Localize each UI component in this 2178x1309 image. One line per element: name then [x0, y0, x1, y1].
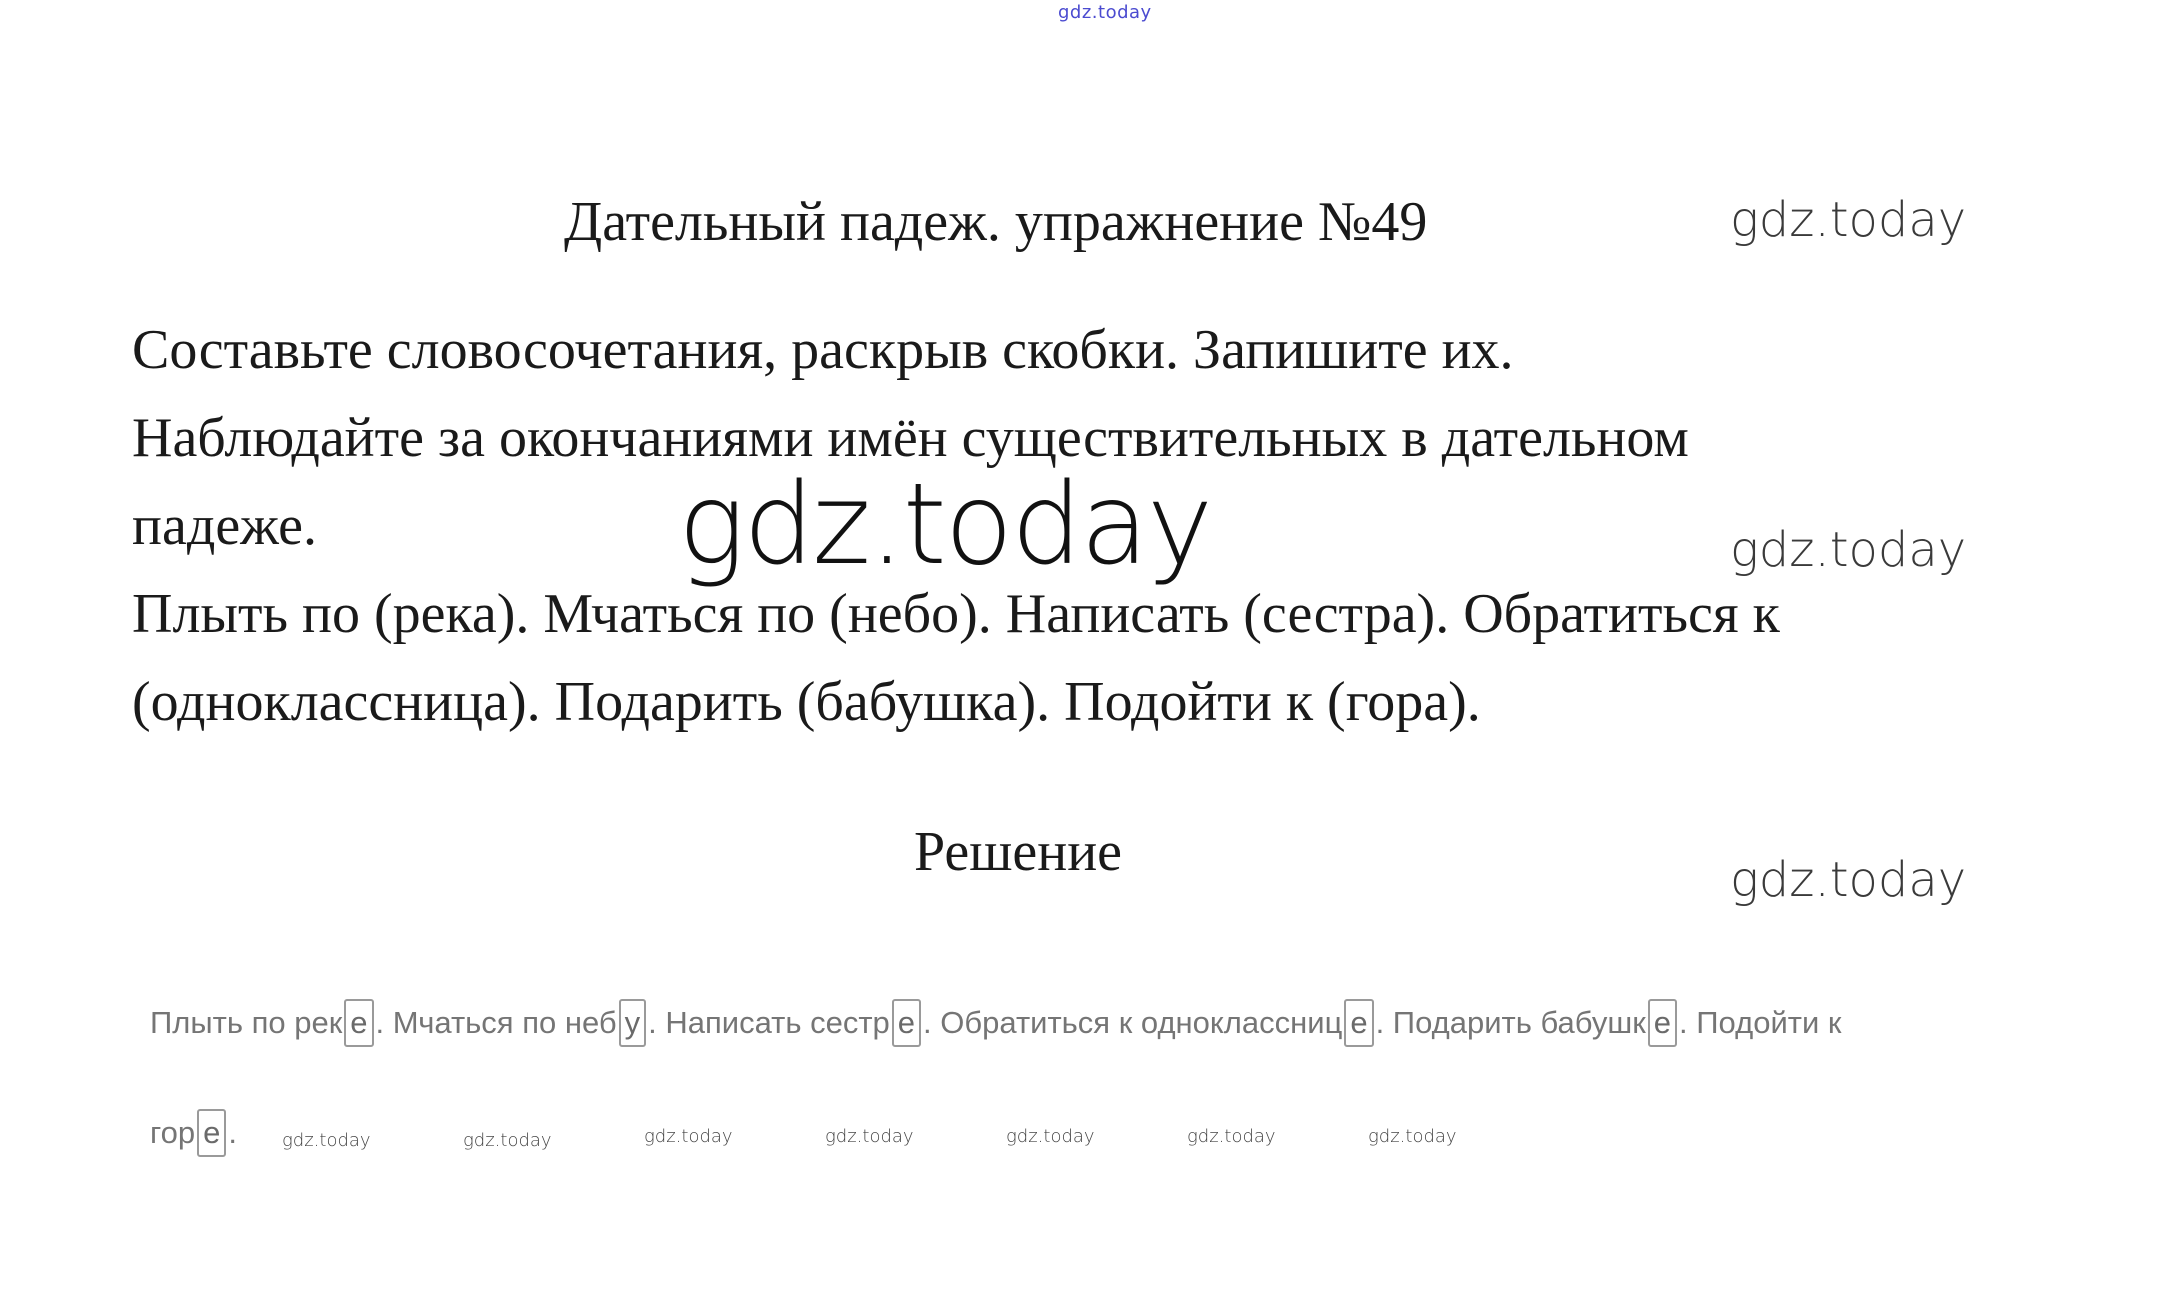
- task-line-5: (одноклассница). Подарить (бабушка). Подойти к (гора).: [132, 671, 1481, 733]
- answer-line-1: [150, 999, 1841, 1047]
- task-line-4: Плыть по (река). Мчаться по (небо). Написать (сестра). Обратиться к: [132, 583, 1780, 645]
- watermark-right-2: gdz.today: [1730, 522, 1967, 578]
- answer-ending-box: у: [619, 999, 647, 1047]
- answer-fragment: Плыть по рек: [150, 1005, 343, 1040]
- answer-ending-box: е: [1344, 999, 1373, 1047]
- answer-ending-box: е: [1648, 999, 1677, 1047]
- answer-ending-box: е: [344, 999, 373, 1047]
- watermark-small: gdz.today: [1006, 1126, 1095, 1147]
- watermark-right-3: gdz.today: [1730, 852, 1967, 908]
- watermark-small: gdz.today: [282, 1130, 371, 1151]
- answer-line-2: [150, 1109, 237, 1157]
- solution-heading: Решение: [914, 821, 1123, 883]
- answer-fragment: .: [228, 1115, 237, 1150]
- watermark-small: gdz.today: [644, 1126, 733, 1147]
- answer-fragment: . Мчаться по неб: [375, 1005, 617, 1040]
- task-line-3: падеже.: [132, 495, 317, 557]
- answer-fragment: . Подойти к: [1679, 1005, 1842, 1040]
- answer-fragment: . Написать сестр: [648, 1005, 890, 1040]
- task-line-1: Составьте словосочетания, раскрыв скобки. Запишите их.: [132, 319, 1514, 381]
- watermark-small: gdz.today: [1187, 1126, 1276, 1147]
- answer-fragment: . Подарить бабушк: [1375, 1005, 1646, 1040]
- watermark-top: gdz.today: [1058, 2, 1152, 23]
- answer-fragment: . Обратиться к одноклассниц: [923, 1005, 1343, 1040]
- watermark-small: gdz.today: [463, 1130, 552, 1151]
- exercise-title: Дательный падеж. упражнение №49: [564, 191, 1428, 253]
- watermark-small: gdz.today: [1368, 1126, 1457, 1147]
- task-line-2: Наблюдайте за окончаниями имён существительных в дательном: [132, 407, 1689, 469]
- watermark-large: gdz.today: [678, 460, 1212, 590]
- answer-ending-box: е: [197, 1109, 226, 1157]
- answer-fragment: гор: [150, 1115, 196, 1150]
- answer-ending-box: е: [892, 999, 921, 1047]
- watermark-right-1: gdz.today: [1730, 192, 1967, 248]
- watermark-small: gdz.today: [825, 1126, 914, 1147]
